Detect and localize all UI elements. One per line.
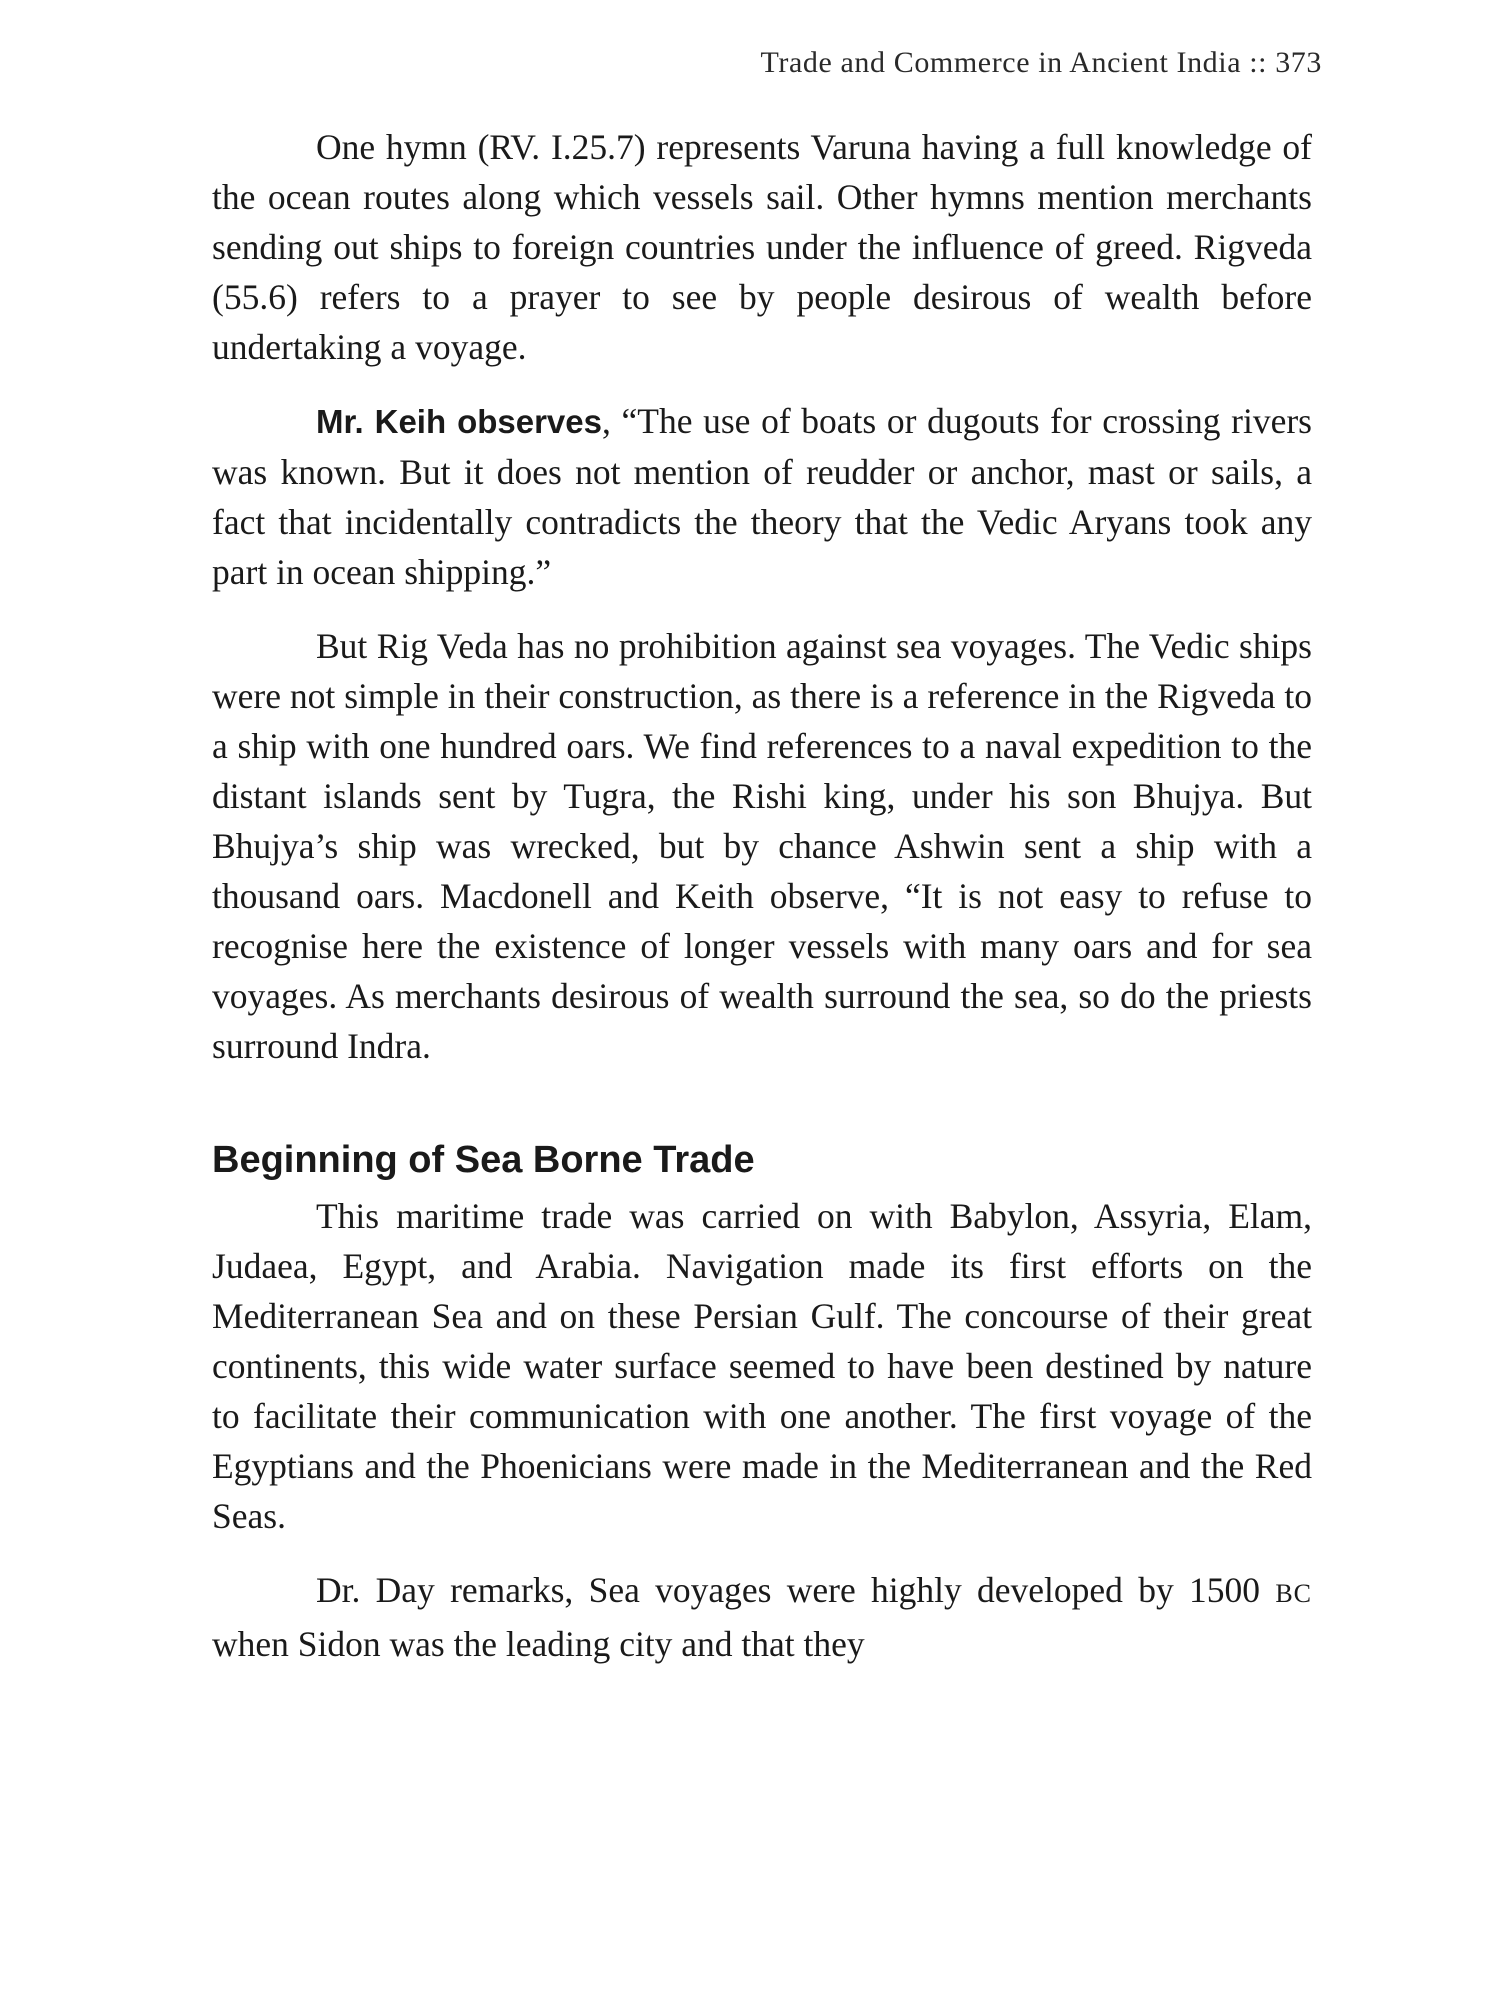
running-head: Trade and Commerce in Ancient India :: 373 bbox=[760, 46, 1322, 79]
book-page bbox=[212, 0, 1322, 2000]
section-heading: Beginning of Sea Borne Trade bbox=[212, 1139, 755, 1181]
paragraph-dr-day bbox=[212, 1565, 1312, 1669]
paragraph-keith-observation bbox=[212, 396, 1312, 597]
paragraph-maritime-trade: This maritime trade was carried on with Babylon, Assyria, Elam, Judaea, Egypt, and Arabia. Navigation made its first efforts on the Mediterranean Sea and on these Persian Gulf. The concourse of their great continents, this wide water surface seemed to have been destined by nature to facilitate their communication with one another. The first voyage of the Egyptians and the Phoenicians were made in the Mediterranean and the Red Seas. bbox=[212, 1196, 1312, 1536]
paragraph-vedic-ships: But Rig Veda has no prohibition against sea voyages. The Vedic ships were not simple in their construction, as there is a reference in the Rigveda to a ship with one hundred oars. We find references to a naval expedition to the distant islands sent by Tugra, the Rishi king, under his son Bhujya. But Bhujya’s ship was wrecked, but by chance Ashwin sent a ship with a thousand oars. Macdonell and Keith observe, “It is not easy to refuse to recognise here the existence of longer vessels with many oars and for sea voyages. As merchants desirous of wealth surround the sea, so do the priests surround Indra. bbox=[212, 626, 1312, 1066]
paragraph-lead-bold: Mr. Keih observes bbox=[316, 403, 602, 440]
paragraph-dr-day-end: when Sidon was the leading city and that they bbox=[212, 1624, 865, 1664]
body-text bbox=[212, 122, 1312, 1669]
era-label: BC bbox=[1275, 1579, 1312, 1608]
paragraph-varuna-hymn: One hymn (RV. I.25.7) represents Varuna having a full knowledge of the ocean routes along which vessels sail. Other hymns mention merchants sending out ships to foreign countries under the influence of greed. Rigveda (55.6) refers to a prayer to see by people desirous of wealth before undertaking a voyage. bbox=[212, 127, 1312, 367]
paragraph-keith-quote: , “The use of boats or dugouts for crossing rivers was known. But it does not mention of reudder or anchor, mast or sails, a fact that incidentally contradicts the theory that the Vedic Aryans took any part in ocean shipping.” bbox=[212, 401, 1312, 592]
paragraph-dr-day-start: Dr. Day remarks, Sea voyages were highly developed by 1500 bbox=[316, 1570, 1276, 1610]
